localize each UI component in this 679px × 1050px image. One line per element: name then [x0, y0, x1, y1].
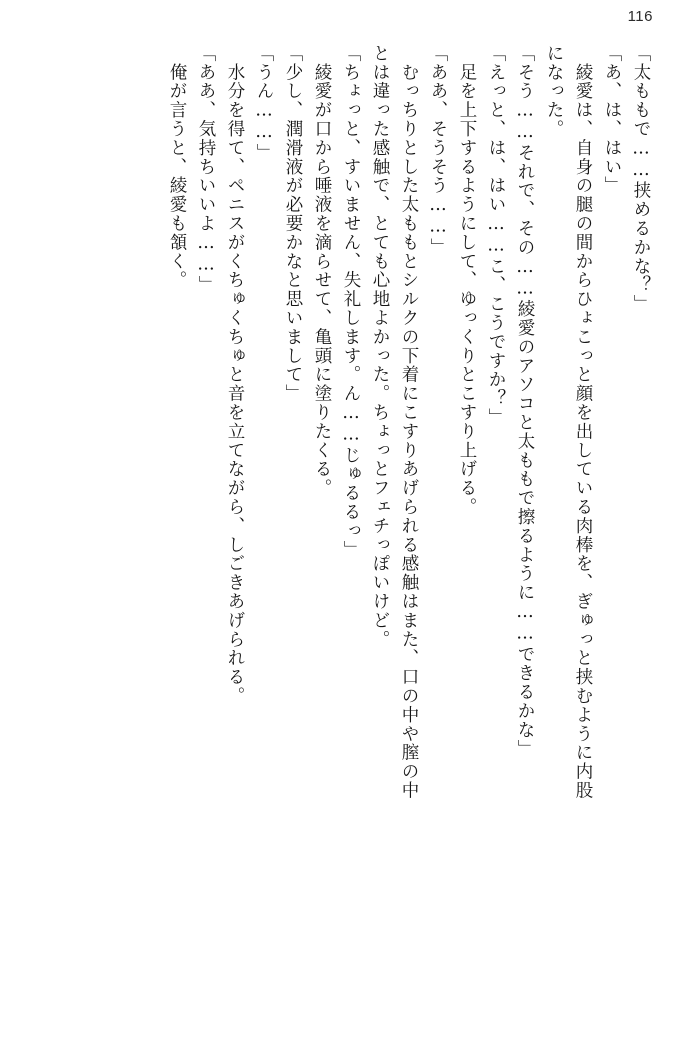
text-line: 「少し、潤滑液が必要かなと思いまして」 — [283, 44, 303, 404]
text-line: 「うん……」 — [254, 44, 274, 163]
text-line: むっちりとした太ももとシルクの下着にこすりあげられる感触はまた、口の中や膣の中 — [399, 44, 419, 800]
text-line: 「ちょっと、すいません、失礼します。ん……じゅるるっ」 — [341, 44, 361, 560]
text-line: 「えっと、は、はい……こ、こうですか？」 — [486, 44, 506, 427]
text-line: 「あ、は、はい」 — [602, 44, 622, 196]
text-line: 「そう……それで、その……綾愛のアソコと太ももで擦るように……できるかな」 — [515, 44, 535, 759]
text-line: 「ああ、そうそう……」 — [428, 44, 448, 257]
text-line: 綾愛が口から唾液を滴らせて、亀頭に塗りたくる。 — [312, 44, 332, 498]
text-line: になった。 — [544, 44, 564, 139]
text-line: 「太ももで……挟めるかな？」 — [631, 44, 651, 314]
vertical-text-body — [24, 44, 655, 1022]
text-line: 足を上下するようにして、ゆっくりとこすり上げる。 — [457, 44, 477, 517]
text-line: 俺が言うと、綾愛も頷く。 — [167, 44, 187, 290]
text-line: 水分を得て、ペニスがくちゅくちゅと音を立てながら、しごきあげられる。 — [225, 44, 245, 706]
page-number: 116 — [627, 8, 653, 25]
text-line: 綾愛は、自身の腿の間からひょこっと顔を出している肉棒を、ぎゅっと挟むように内股 — [573, 44, 593, 800]
text-line: 「ああ、気持ちいいよ……」 — [196, 44, 216, 295]
text-line: とは違った感触で、とても心地よかった。ちょっとフェチっぽいけど。 — [370, 44, 390, 649]
